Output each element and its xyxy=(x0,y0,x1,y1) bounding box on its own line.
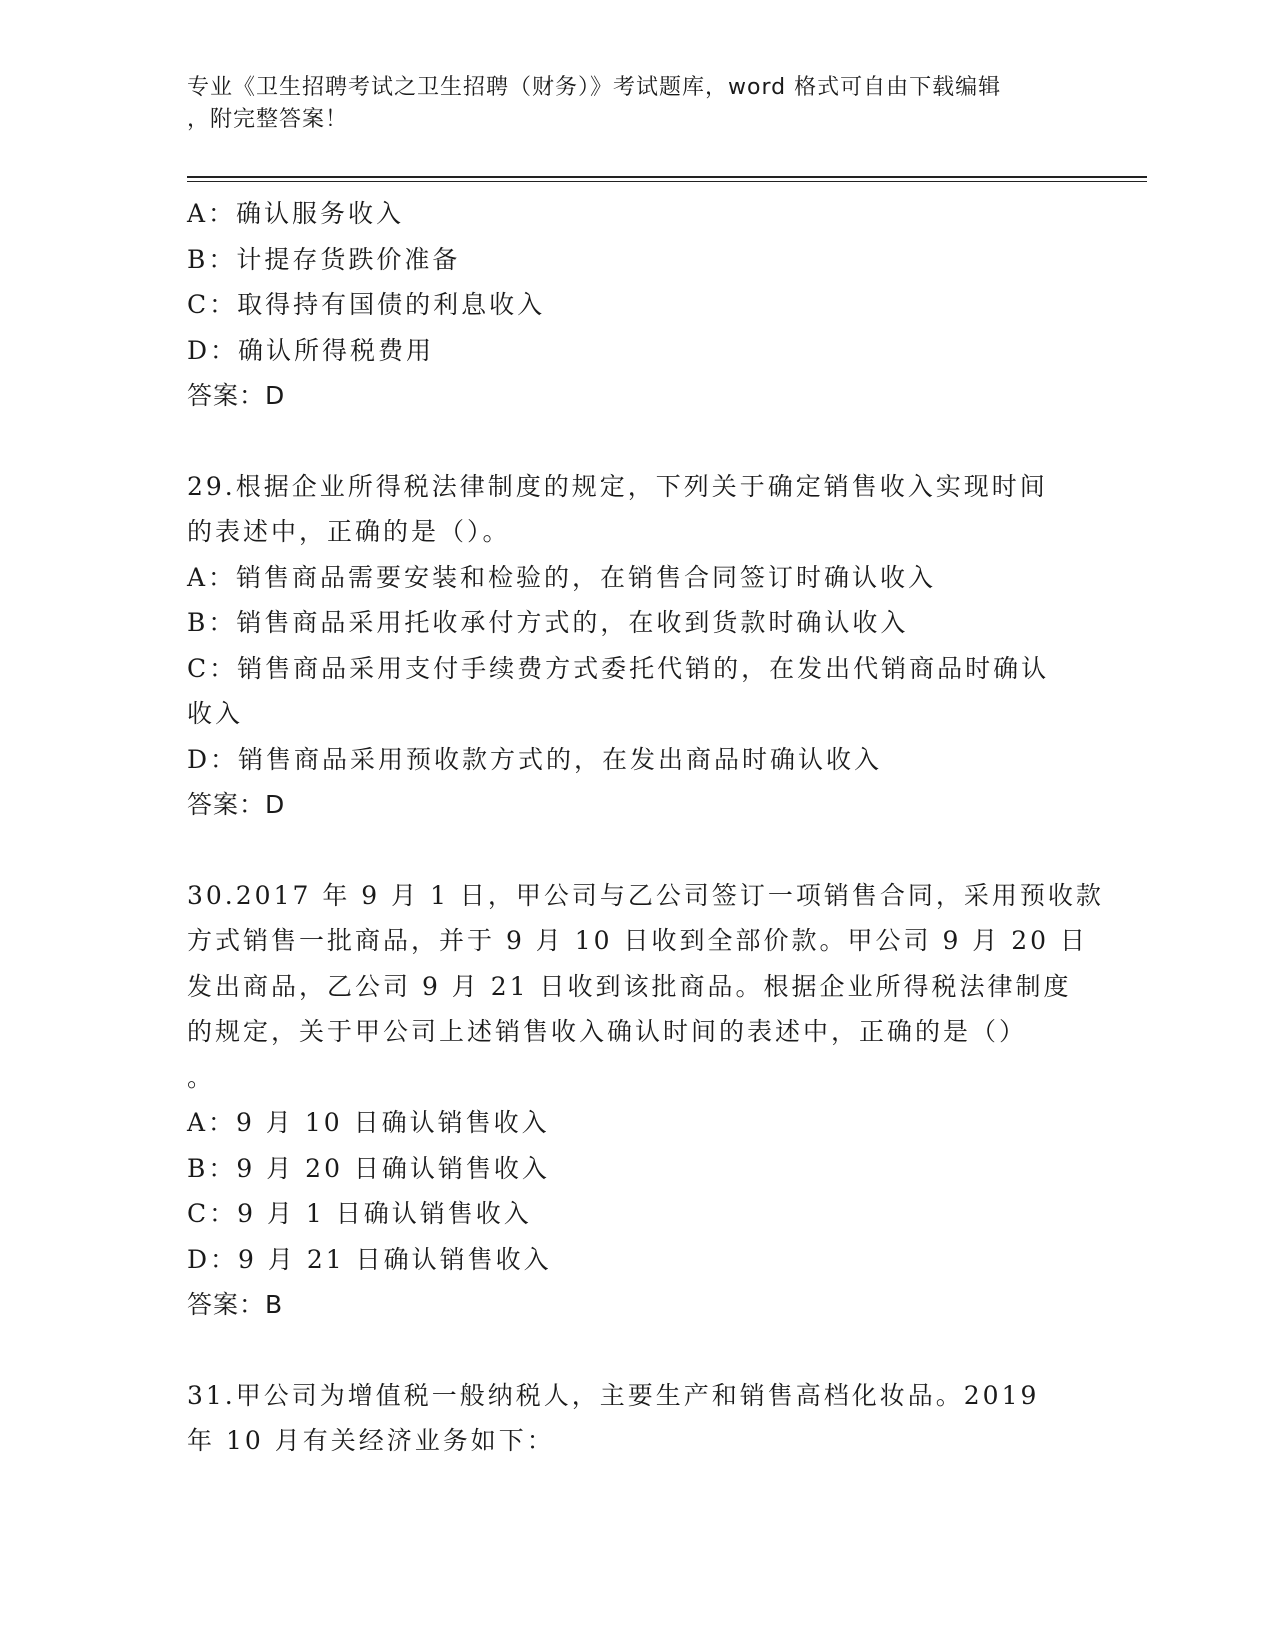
option-d: D：确认所得税费用 xyxy=(187,335,435,365)
option-a: A：销售商品需要安装和检验的，在销售合同签订时确认收入 xyxy=(187,562,937,592)
option-b: B：9 月 20 日确认销售收入 xyxy=(187,1153,550,1183)
answer: 答案：B xyxy=(187,1290,284,1319)
question-29 xyxy=(187,464,1087,828)
header-line-1: 专业《卫生招聘考试之卫生招聘（财务）》考试题库，word 格式可自由下载编辑 xyxy=(187,75,1002,100)
header-line-2: ，附完整答案！ xyxy=(187,107,349,132)
option-c-continued: 收入 xyxy=(187,699,244,728)
question-stem-line: 年 10 月有关经济业务如下： xyxy=(187,1426,555,1455)
option-a: A：确认服务收入 xyxy=(187,199,405,228)
question-stem-line: 发出商品，乙公司 9 月 21 日收到该批商品。根据企业所得税法律制度 xyxy=(187,971,1072,1001)
question-28 xyxy=(187,191,1087,419)
option-c: C：销售商品采用支付手续费方式委托代销的，在发出代销商品时确认 xyxy=(187,653,1050,683)
option-b: B：销售商品采用托收承付方式的，在收到货款时确认收入 xyxy=(187,608,909,637)
document-body xyxy=(187,191,1104,1464)
document-header xyxy=(187,72,1067,136)
answer: 答案：D xyxy=(187,381,286,410)
option-c: C：9 月 1 日确认销售收入 xyxy=(187,1199,532,1228)
question-stem-line: 。 xyxy=(187,1062,216,1092)
question-stem-line: 的规定，关于甲公司上述销售收入确认时间的表述中，正确的是（） xyxy=(187,1017,1028,1046)
question-stem-line: 的表述中，正确的是（）。 xyxy=(187,517,511,546)
answer: 答案：D xyxy=(187,790,286,819)
option-c: C：取得持有国债的利息收入 xyxy=(187,290,546,319)
question-stem-line: 方式销售一批商品，并于 9 月 10 日收到全部价款。甲公司 9 月 20 日 xyxy=(187,926,1089,955)
option-b: B：计提存货跌价准备 xyxy=(187,244,461,274)
question-stem-line: 29.根据企业所得税法律制度的规定，下列关于确定销售收入实现时间 xyxy=(187,471,1048,501)
option-d: D：9 月 21 日确认销售收入 xyxy=(187,1244,552,1274)
header-divider-thin xyxy=(187,181,1147,182)
question-stem-line: 30.2017 年 9 月 1 日，甲公司与乙公司签订一项销售合同，采用预收款 xyxy=(187,880,1104,910)
question-31 xyxy=(187,1373,1087,1464)
option-d: D：销售商品采用预收款方式的，在发出商品时确认收入 xyxy=(187,744,883,774)
question-30 xyxy=(187,873,1104,1328)
question-stem-line: 31.甲公司为增值税一般纳税人，主要生产和销售高档化妆品。2019 xyxy=(187,1380,1040,1410)
option-a: A：9 月 10 日确认销售收入 xyxy=(187,1108,550,1137)
header-divider xyxy=(187,176,1147,178)
